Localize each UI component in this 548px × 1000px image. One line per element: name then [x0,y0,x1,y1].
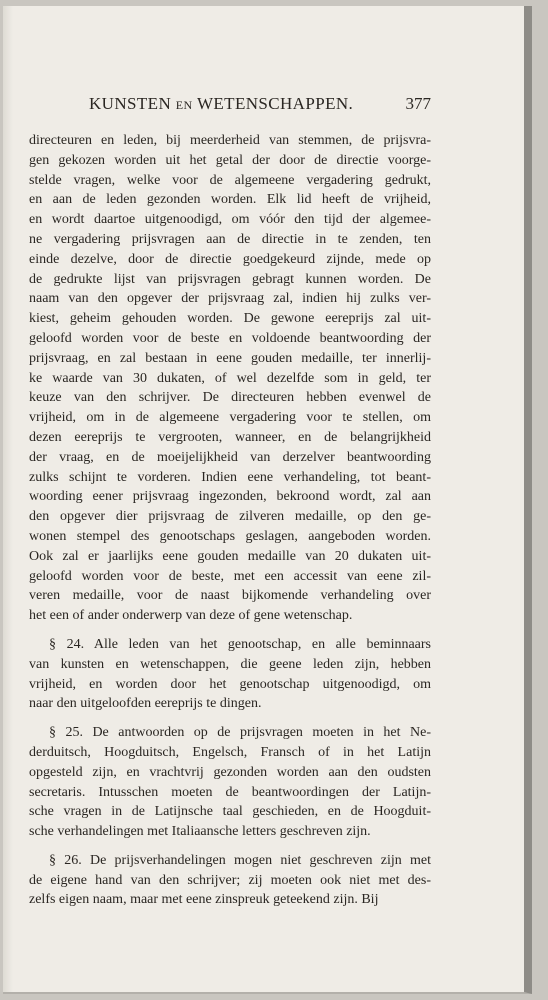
text-line: kiest, geheim gehouden worden. De gewone eereprijs zal uit- [29,311,431,327]
text-line: vrijheid, en worden door het genootschap uitgenoodigd, om [29,676,431,692]
text-line: einde dezelve, door de directie goedgekeurd zijnde, mede op [29,251,431,267]
text-line: den opgever dier prijsvraag de zilveren medaille, op den ge- [29,509,431,525]
body-text [29,131,431,910]
text-line: het een of ander onderwerp van deze of gene wetenschap. [29,608,353,624]
text-line: en aan de leden gezonden worden. Elk lid heeft de vrijheid, [29,192,431,208]
text-line: prijsvraag, en zal bestaan in eene gouden medaille, ter innerlij- [29,350,431,366]
running-title-conjunction: EN [175,98,193,112]
text-line: geloofd worden voor de beste en voldoende beantwoording der [29,330,431,346]
running-title [89,94,353,114]
text-line: geloofd worden voor de beste, met een accessit van eene zil- [29,568,431,584]
text-line: secretaris. Intusschen moeten de beantwoordingen der Latijn- [29,784,431,800]
text-line: derduitsch, Hoogduitsch, Engelsch, Fransch of in het Latijn [29,744,431,760]
running-title-rest: WETENSCHAPPEN. [196,94,354,113]
running-title-main: KUNSTEN [89,94,172,113]
text-line: stelde vragen, welke voor de algemeene vergadering gedrukt, [29,172,431,188]
text-line: § 24. Alle leden van het genootschap, en alle beminnaars [49,636,431,652]
text-line: § 25. De antwoorden op de prijsvragen moeten in het Ne- [49,725,431,741]
text-line: sche verhandelingen met Italiaansche letters geschreven zijn. [29,824,371,840]
text-line: en wordt daartoe uitgenoodigd, om vóór den tijd der algemee- [29,212,431,228]
text-line: woording eener prijsvraag ingezonden, bekroond wordt, zal aan [29,489,431,505]
text-line: gen gekozen worden uit het getal der door de directie voorge- [29,152,431,168]
page-gutter [3,6,13,992]
running-header [89,94,431,116]
text-line: opgesteld zijn, en vrachtvrij gezonden worden aan den oudsten [29,764,431,780]
book-page [3,6,532,994]
text-line: wonen stempel des genootschaps geslagen, aangeboden worden. [29,528,431,544]
text-line: dezen eereprijs te vergrooten, wanneer, en de belangrijkheid [29,429,431,445]
text-line: directeuren en leden, bij meerderheid van stemmen, de prijsvra- [29,133,431,148]
paragraph-26 [29,851,431,910]
text-line: naam van den opgever der prijsvraag zal, indien hij zulks ver- [29,291,431,307]
text-line: naar den uitgeloofden eereprijs te dingen. [29,696,262,712]
text-line: zulks schijnt te vorderen. Indien eene verhandeling, tot beant- [29,469,431,485]
text-line: zelfs eigen naam, maar met eene zinspreuk geteekend zijn. Bij [29,892,379,908]
text-line: van kunsten en wetenschappen, die geene leden zijn, hebben [29,656,431,672]
text-line: Ook zal er jaarlijks eene gouden medaille van 20 dukaten uit- [29,548,431,564]
text-line: § 26. De prijsverhandelingen mogen niet geschreven zijn met [49,852,431,868]
text-line: ke waarde van 30 dukaten, of wel dezelfde som in geld, ter [29,370,431,386]
paragraph-25 [29,723,431,842]
text-line: de gedrukte lijst van prijsvragen gebragt kunnen worden. De [29,271,431,287]
text-line: vrijheid, om in de algemeene vergadering voor te stellen, om [29,410,431,426]
page-number: 377 [405,94,431,113]
paragraph-continued [29,131,431,626]
paragraph-24 [29,635,431,714]
text-line: veren medaille, voor de naast bijkomende verhandeling over [29,588,431,604]
text-line: sche vragen in de Latijnsche taal geschieden, en de Hoogduit- [29,804,431,820]
text-line: keuze van den schrijver. De directeuren hebben evenwel de [29,390,431,406]
text-line: der vraag, en de moeijelijkheid van derzelver beantwoording [29,449,431,465]
text-line: ne vergadering prijsvragen aan de directie in te zenden, ten [29,231,431,247]
text-line: de eigene hand van den schrijver; zij moeten ook niet met des- [29,872,431,888]
